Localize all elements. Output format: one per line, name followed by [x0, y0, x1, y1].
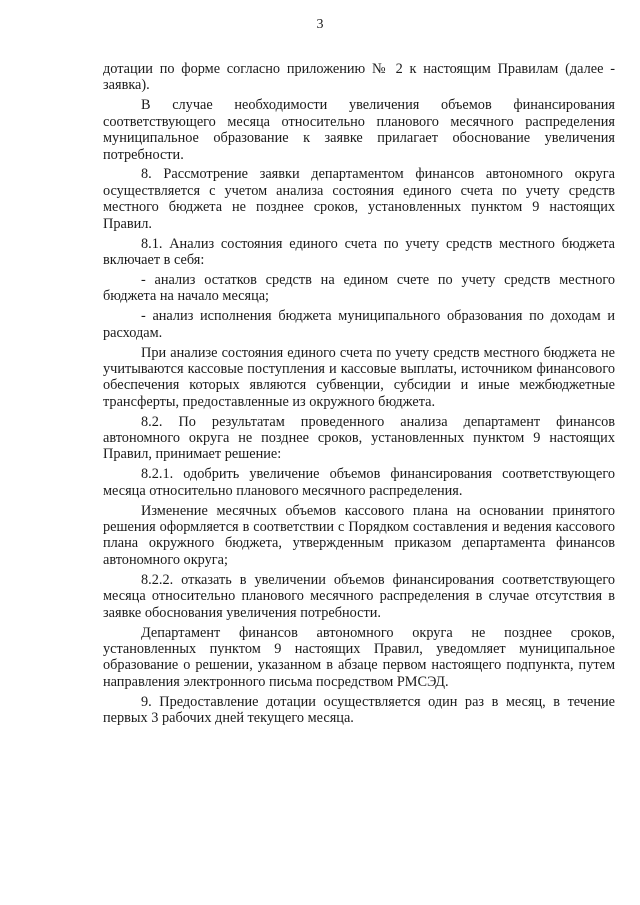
- paragraph-analysis-execution: - анализ исполнения бюджета муниципального образования по доходам и расходам.: [103, 308, 615, 341]
- paragraph-notification: Департамент финансов автономного округа не позднее сроков, установленных пунктом 9 настоящих Правил, уведомляет муниципальное образование о решении, указанном в абзаце первом настоящего подпункта, путем направления электронного письма посредством РМСЭД.: [103, 624, 615, 690]
- paragraph-8-review: 8. Рассмотрение заявки департаментом финансов автономного округа осуществляется с учетом анализа состояния единого счета по учету средств местного бюджета не позднее сроков, установленных пунктом 9 настоящих Правил.: [103, 166, 615, 232]
- paragraph-8-1-analysis: 8.1. Анализ состояния единого счета по учету средств местного бюджета включает в себя:: [103, 235, 615, 268]
- paragraph-application-form: дотации по форме согласно приложению № 2 к настоящим Правилам (далее - заявка).: [103, 61, 615, 94]
- paragraph-8-2-decision: 8.2. По результатам проведенного анализа департамент финансов автономного округа не позднее сроков, установленных пунктом 9 настоящих Правил, принимает решение:: [103, 413, 615, 463]
- paragraph-increase-justification: В случае необходимости увеличения объемов финансирования соответствующего месяца относительно планового месячного распределения муниципальное образование к заявке прилагает обоснование увеличения потребности.: [103, 97, 615, 163]
- paragraph-8-2-1-approve: 8.2.1. одобрить увеличение объемов финансирования соответствующего месяца относительно планового месячного распределения.: [103, 466, 615, 499]
- paragraph-cash-plan-change: Изменение месячных объемов кассового плана на основании принятого решения оформляется в соответствии с Порядком составления и ведения кассового плана окружного бюджета, утвержденным приказом департамента финансов автономного округа;: [103, 502, 615, 568]
- paragraph-9-provision: 9. Предоставление дотации осуществляется один раз в месяц, в течение первых 3 рабочих дней текущего месяца.: [103, 693, 615, 727]
- paragraph-analysis-balances: - анализ остатков средств на едином счете по учету средств местного бюджета на начало месяца;: [103, 271, 615, 305]
- document-body: [103, 61, 615, 730]
- paragraph-excluded-receipts: При анализе состояния единого счета по учету средств местного бюджета не учитываются кассовые поступления и кассовые выплаты, источником финансового обеспечения которых являются субвенции, субсидии и иные межбюджетные трансферты, предоставленные из окружного бюджета.: [103, 344, 615, 410]
- page-number: 3: [316, 17, 324, 32]
- paragraph-8-2-2-refuse: 8.2.2. отказать в увеличении объемов финансирования соответствующего месяца относительно планового месячного распределения в случае отсутствия в заявке обоснования увеличения потребности.: [103, 571, 615, 621]
